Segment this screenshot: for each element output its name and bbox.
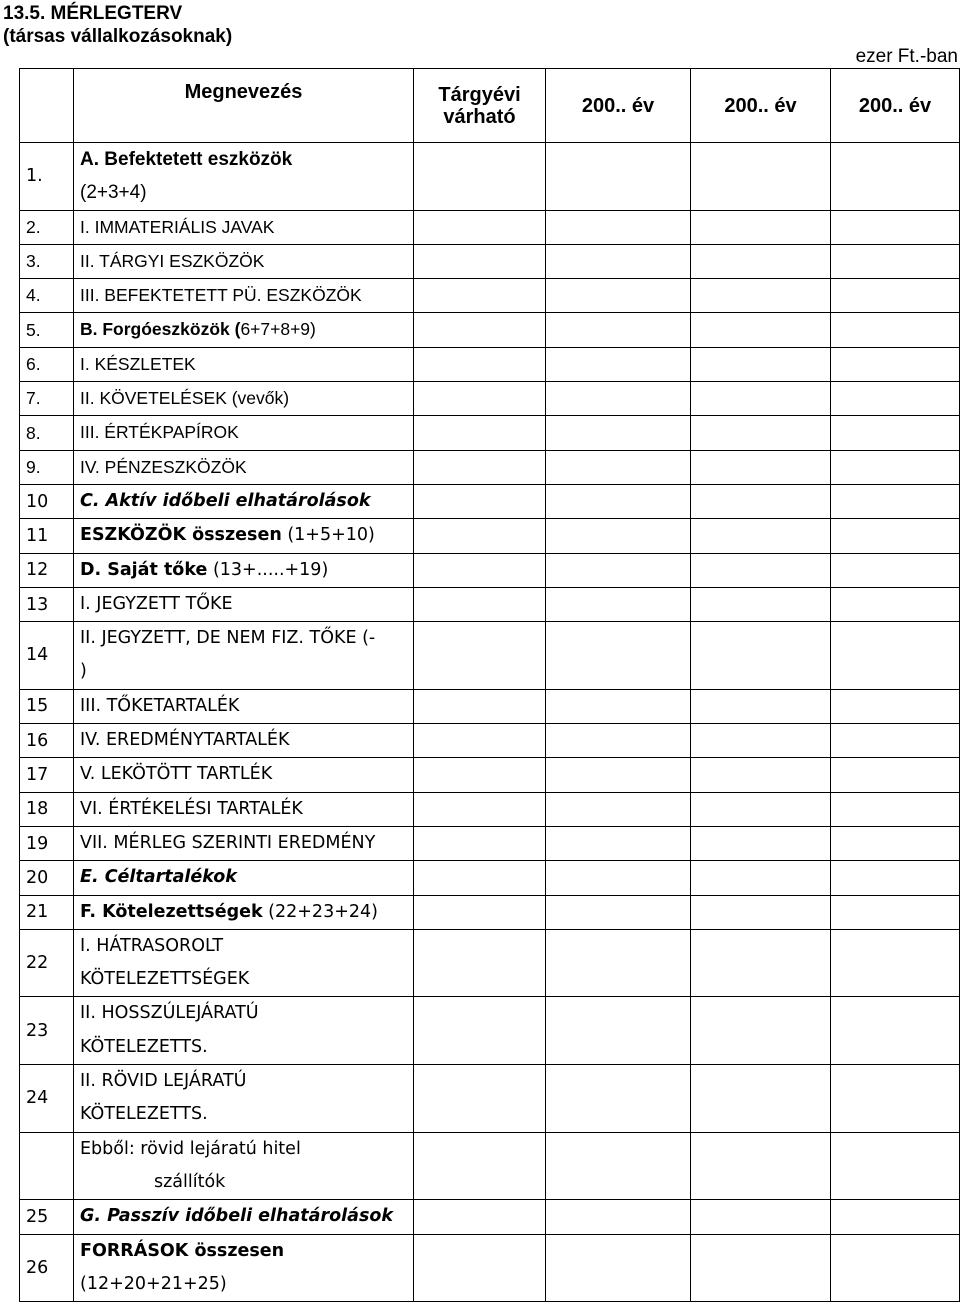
table-row [20, 1234, 960, 1302]
row-label: V. LEKÖTÖTT TARTLÉK [74, 758, 414, 792]
value-cell[interactable] [414, 143, 546, 211]
value-cell[interactable] [691, 450, 831, 484]
document-title [3, 2, 232, 48]
value-cell[interactable] [691, 519, 831, 553]
value-cell[interactable] [831, 1065, 960, 1133]
value-cell[interactable] [414, 689, 546, 723]
value-cell[interactable] [831, 313, 960, 347]
row-number: 20 [20, 861, 74, 895]
value-cell[interactable] [691, 313, 831, 347]
value-cell[interactable] [831, 689, 960, 723]
value-cell[interactable] [831, 210, 960, 244]
value-cell[interactable] [546, 416, 691, 450]
row-label-line1: FORRÁSOK összesen [80, 1240, 285, 1261]
value-cell[interactable] [546, 792, 691, 826]
row-label: III. BEFEKTETETT PÜ. ESZKÖZÖK [74, 279, 414, 313]
value-cell[interactable] [546, 1065, 691, 1133]
row-label [74, 997, 414, 1065]
row-number: 24 [20, 1065, 74, 1133]
value-cell[interactable] [414, 1234, 546, 1302]
value-cell[interactable] [691, 929, 831, 997]
row-label [74, 622, 414, 690]
value-cell[interactable] [691, 826, 831, 860]
value-cell[interactable] [546, 143, 691, 211]
value-cell[interactable] [414, 997, 546, 1065]
value-cell[interactable] [831, 279, 960, 313]
row-label: VI. ÉRTÉKELÉSI TARTALÉK [74, 792, 414, 826]
row-label [74, 553, 414, 587]
row-label-bold: F. Kötelezettségek [80, 901, 263, 922]
value-cell[interactable] [691, 792, 831, 826]
row-label-line1: A. Befektetett eszközök [80, 149, 293, 170]
value-cell[interactable] [831, 244, 960, 278]
row-label [74, 313, 414, 347]
table-row [20, 895, 960, 929]
table-row [20, 450, 960, 484]
table-row [20, 279, 960, 313]
row-label-formula: 6+7+8+9) [240, 319, 316, 340]
value-cell[interactable] [831, 792, 960, 826]
value-cell[interactable] [691, 382, 831, 416]
value-cell[interactable] [546, 484, 691, 518]
row-label-bold: D. Saját tőke [80, 559, 208, 580]
row-label-line2: szállítók [154, 1171, 226, 1192]
row-label-bold: B. Forgóeszközök ( [80, 319, 241, 340]
value-cell[interactable] [546, 622, 691, 690]
value-cell[interactable] [546, 450, 691, 484]
row-number: 25 [20, 1200, 74, 1234]
value-cell[interactable] [691, 689, 831, 723]
value-cell[interactable] [691, 143, 831, 211]
value-cell[interactable] [414, 553, 546, 587]
value-cell[interactable] [691, 279, 831, 313]
value-cell[interactable] [414, 792, 546, 826]
table-row [20, 689, 960, 723]
value-cell[interactable] [691, 724, 831, 758]
row-label [74, 1234, 414, 1302]
row-label: C. Aktív időbeli elhatárolások [74, 484, 414, 518]
row-label: I. KÉSZLETEK [74, 347, 414, 381]
row-label: IV. PÉNZESZKÖZÖK [74, 450, 414, 484]
row-label-line2: (12+20+21+25) [80, 1273, 227, 1294]
row-number: 3. [20, 244, 74, 278]
value-cell[interactable] [414, 244, 546, 278]
value-cell[interactable] [691, 1132, 831, 1200]
value-cell[interactable] [691, 416, 831, 450]
row-number: 2. [20, 210, 74, 244]
value-cell[interactable] [546, 210, 691, 244]
value-cell[interactable] [546, 519, 691, 553]
row-label: III. TŐKETARTALÉK [74, 689, 414, 723]
value-cell[interactable] [831, 382, 960, 416]
value-cell[interactable] [691, 997, 831, 1065]
table-row [20, 929, 960, 997]
value-cell[interactable] [691, 244, 831, 278]
value-cell[interactable] [414, 519, 546, 553]
value-cell[interactable] [546, 1132, 691, 1200]
row-number: 15 [20, 689, 74, 723]
header-name: Megnevezés [74, 69, 414, 143]
value-cell[interactable] [691, 587, 831, 621]
value-cell[interactable] [691, 622, 831, 690]
value-cell[interactable] [691, 1065, 831, 1133]
row-number: 17 [20, 758, 74, 792]
row-number: 11 [20, 519, 74, 553]
table-row [20, 143, 960, 211]
header-current-year-line1: Tárgyévi [438, 83, 521, 106]
row-label [74, 1132, 414, 1200]
value-cell[interactable] [691, 210, 831, 244]
value-cell[interactable] [831, 347, 960, 381]
row-label [74, 519, 414, 553]
row-label: IV. EREDMÉNYTARTALÉK [74, 724, 414, 758]
value-cell[interactable] [546, 689, 691, 723]
value-cell[interactable] [831, 1200, 960, 1234]
row-number: 23 [20, 997, 74, 1065]
row-number: 16 [20, 724, 74, 758]
row-label [74, 1065, 414, 1133]
row-number: 9. [20, 450, 74, 484]
header-current-year-line2: várható [443, 105, 516, 128]
row-label-formula: (1+5+10) [281, 525, 375, 546]
row-label: G. Passzív időbeli elhatárolások [74, 1200, 414, 1234]
table-row [20, 724, 960, 758]
value-cell[interactable] [414, 313, 546, 347]
value-cell[interactable] [691, 895, 831, 929]
value-cell[interactable] [546, 244, 691, 278]
table-row [20, 587, 960, 621]
value-cell[interactable] [691, 347, 831, 381]
table-row [20, 519, 960, 553]
value-cell[interactable] [546, 553, 691, 587]
table-row [20, 826, 960, 860]
row-label-line1: II. RÖVID LEJÁRATÚ [80, 1071, 247, 1092]
value-cell[interactable] [546, 861, 691, 895]
row-number: 5. [20, 313, 74, 347]
header-number [20, 69, 74, 143]
table-row [20, 1132, 960, 1200]
value-cell[interactable] [831, 1132, 960, 1200]
table-row [20, 244, 960, 278]
row-label-line2: KÖTELEZETTSÉGEK [80, 969, 250, 990]
table-row [20, 997, 960, 1065]
value-cell[interactable] [691, 758, 831, 792]
value-cell[interactable] [831, 997, 960, 1065]
table-row [20, 758, 960, 792]
value-cell[interactable] [414, 826, 546, 860]
value-cell[interactable] [546, 895, 691, 929]
value-cell[interactable] [831, 929, 960, 997]
value-cell[interactable] [414, 416, 546, 450]
value-cell[interactable] [414, 450, 546, 484]
value-cell[interactable] [414, 929, 546, 997]
row-label: III. ÉRTÉKPAPÍROK [74, 416, 414, 450]
row-label-line2: KÖTELEZETTS. [80, 1036, 208, 1057]
table-row [20, 622, 960, 690]
value-cell[interactable] [831, 519, 960, 553]
row-label: I. JEGYZETT TŐKE [74, 587, 414, 621]
header-current-year [414, 69, 546, 143]
row-label: I. IMMATERIÁLIS JAVAK [74, 210, 414, 244]
value-cell[interactable] [546, 724, 691, 758]
value-cell[interactable] [414, 1200, 546, 1234]
row-number: 13 [20, 587, 74, 621]
value-cell[interactable] [831, 622, 960, 690]
row-number: 1. [20, 143, 74, 211]
table-row [20, 347, 960, 381]
value-cell[interactable] [546, 382, 691, 416]
table-row [20, 1065, 960, 1133]
value-cell[interactable] [831, 553, 960, 587]
table-row [20, 382, 960, 416]
value-cell[interactable] [414, 861, 546, 895]
value-cell[interactable] [831, 826, 960, 860]
value-cell[interactable] [414, 210, 546, 244]
header-year-3: 200.. év [831, 69, 960, 143]
row-number: 19 [20, 826, 74, 860]
value-cell[interactable] [546, 929, 691, 997]
row-label [74, 929, 414, 997]
value-cell[interactable] [546, 997, 691, 1065]
value-cell[interactable] [546, 347, 691, 381]
value-cell[interactable] [831, 895, 960, 929]
row-number: 12 [20, 553, 74, 587]
value-cell[interactable] [546, 279, 691, 313]
table-row [20, 792, 960, 826]
value-cell[interactable] [546, 587, 691, 621]
row-number: 7. [20, 382, 74, 416]
table-row [20, 1200, 960, 1234]
row-label [74, 143, 414, 211]
value-cell[interactable] [414, 382, 546, 416]
value-cell[interactable] [831, 724, 960, 758]
unit-label: ezer Ft.-ban [855, 46, 958, 67]
value-cell[interactable] [546, 758, 691, 792]
row-label-line1: Ebből: rövid lejáratú hitel [80, 1138, 301, 1159]
value-cell[interactable] [546, 1234, 691, 1302]
row-number: 22 [20, 929, 74, 997]
value-cell[interactable] [414, 587, 546, 621]
value-cell[interactable] [691, 484, 831, 518]
row-number: 10 [20, 484, 74, 518]
row-label [74, 895, 414, 929]
row-label: II. KÖVETELÉSEK (vevők) [74, 382, 414, 416]
value-cell[interactable] [691, 861, 831, 895]
table-row [20, 210, 960, 244]
title-line-2: (társas vállalkozásoknak) [3, 26, 233, 47]
value-cell[interactable] [546, 826, 691, 860]
value-cell[interactable] [414, 484, 546, 518]
value-cell[interactable] [831, 484, 960, 518]
row-label-formula: (13+.....+19) [207, 559, 329, 580]
row-number: 26 [20, 1234, 74, 1302]
row-label-line2: KÖTELEZETTS. [80, 1104, 208, 1125]
title-line-1: 13.5. MÉRLEGTERV [3, 3, 183, 24]
row-number: 18 [20, 792, 74, 826]
value-cell[interactable] [831, 450, 960, 484]
value-cell[interactable] [414, 622, 546, 690]
value-cell[interactable] [831, 758, 960, 792]
row-label-line1: II. HOSSZÚLEJÁRATÚ [80, 1003, 259, 1024]
value-cell[interactable] [691, 553, 831, 587]
value-cell[interactable] [831, 143, 960, 211]
value-cell[interactable] [831, 1234, 960, 1302]
value-cell[interactable] [414, 1132, 546, 1200]
row-label-bold: ESZKÖZÖK összesen [80, 525, 282, 546]
value-cell[interactable] [414, 279, 546, 313]
value-cell[interactable] [546, 1200, 691, 1234]
value-cell[interactable] [691, 1234, 831, 1302]
row-label-line2: ) [80, 661, 87, 682]
row-label: VII. MÉRLEG SZERINTI EREDMÉNY [74, 826, 414, 860]
row-label: II. TÁRGYI ESZKÖZÖK [74, 244, 414, 278]
row-label-line2: (2+3+4) [80, 182, 147, 204]
row-label-line1: I. HÁTRASOROLT [80, 935, 224, 956]
value-cell[interactable] [546, 313, 691, 347]
value-cell[interactable] [831, 861, 960, 895]
value-cell[interactable] [414, 724, 546, 758]
value-cell[interactable] [414, 895, 546, 929]
row-number [20, 1132, 74, 1200]
value-cell[interactable] [691, 1200, 831, 1234]
value-cell[interactable] [414, 758, 546, 792]
header-row [20, 69, 960, 143]
row-label-formula: (22+23+24) [262, 901, 378, 922]
header-year-1: 200.. év [546, 69, 691, 143]
table-row [20, 416, 960, 450]
row-number: 6. [20, 347, 74, 381]
table-row [20, 553, 960, 587]
row-number: 14 [20, 622, 74, 690]
row-label: E. Céltartalékok [74, 861, 414, 895]
value-cell[interactable] [414, 1065, 546, 1133]
row-number: 8. [20, 416, 74, 450]
table-row [20, 861, 960, 895]
value-cell[interactable] [414, 347, 546, 381]
value-cell[interactable] [831, 587, 960, 621]
header-year-2: 200.. év [691, 69, 831, 143]
row-label-line1: II. JEGYZETT, DE NEM FIZ. TŐKE (- [80, 628, 376, 649]
table-row [20, 313, 960, 347]
table-row [20, 484, 960, 518]
row-number: 21 [20, 895, 74, 929]
value-cell[interactable] [831, 416, 960, 450]
balance-sheet-table [19, 68, 960, 1302]
row-number: 4. [20, 279, 74, 313]
